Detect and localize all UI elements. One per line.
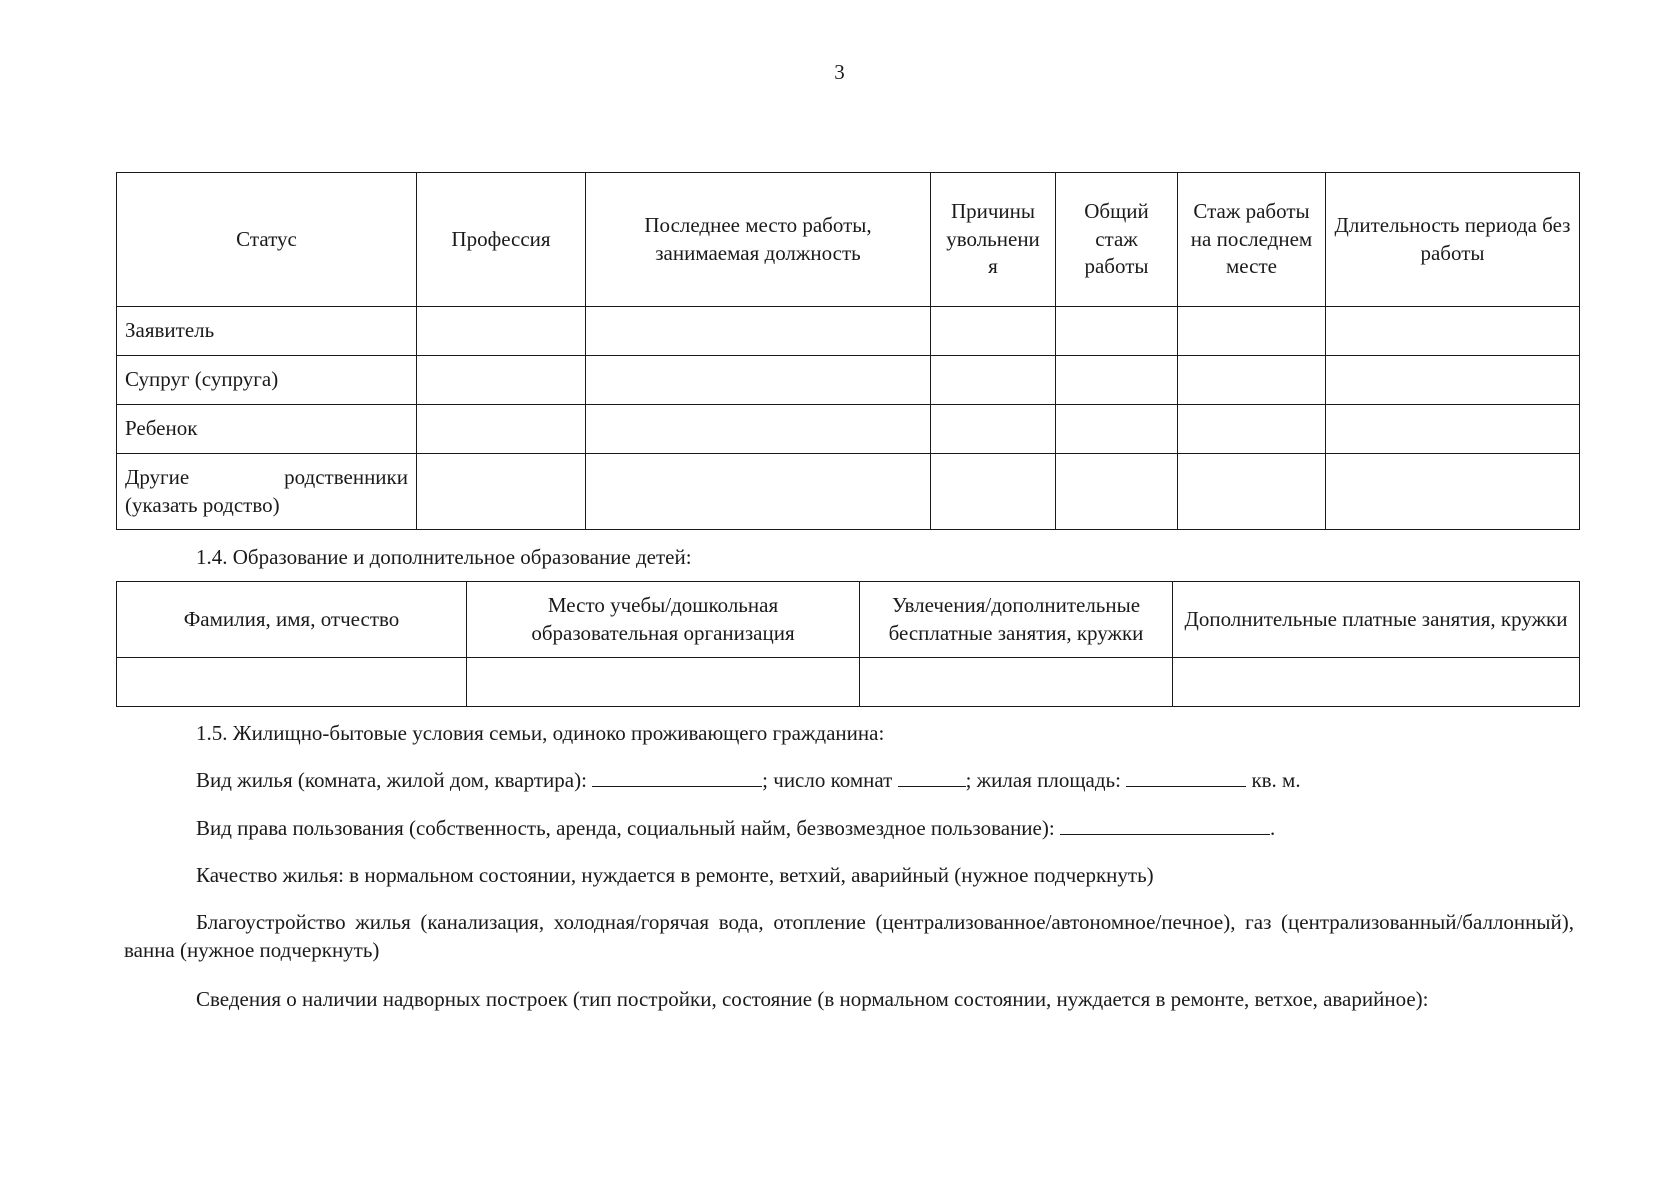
usage-right-line xyxy=(124,815,1574,843)
header-free-activities: Увлечения/дополнительные бесплатные занятия, кружки xyxy=(860,582,1173,658)
table-cell[interactable] xyxy=(931,454,1056,530)
employment-table xyxy=(116,172,1580,530)
table-cell[interactable] xyxy=(417,405,586,454)
table-cell[interactable] xyxy=(417,454,586,530)
table-cell[interactable] xyxy=(467,658,860,707)
header-total-experience: Общий стаж работы xyxy=(1056,173,1178,307)
table-cell[interactable] xyxy=(1326,356,1580,405)
table-cell[interactable] xyxy=(1178,405,1326,454)
header-full-name: Фамилия, имя, отчество xyxy=(117,582,467,658)
table-cell[interactable] xyxy=(931,307,1056,356)
page-number: 3 xyxy=(834,60,845,84)
table-cell[interactable] xyxy=(1173,658,1580,707)
table-row xyxy=(117,405,1580,454)
usage-right-end: . xyxy=(1269,816,1276,840)
table-cell[interactable] xyxy=(417,307,586,356)
housing-type-blank[interactable] xyxy=(592,768,762,787)
header-study-place: Место учебы/дошкольная образовательная организация xyxy=(467,582,860,658)
table-cell[interactable] xyxy=(586,405,931,454)
header-last-place-experience: Стаж работы на последнем месте xyxy=(1178,173,1326,307)
table-cell[interactable] xyxy=(1326,454,1580,530)
table-row xyxy=(117,307,1580,356)
outbuildings-info: Сведения о наличии надворных построек (тип постройки, состояние (в нормальном состоянии, нуждается в ремонте, ветхое, аварийное): xyxy=(196,987,1429,1011)
table-cell[interactable] xyxy=(1178,454,1326,530)
usage-right-blank[interactable] xyxy=(1060,816,1270,835)
area-blank[interactable] xyxy=(1126,768,1246,787)
education-table xyxy=(116,581,1580,707)
row-status-spouse: Супруг (супруга) xyxy=(117,356,417,405)
table-row xyxy=(117,356,1580,405)
header-profession: Профессия xyxy=(417,173,586,307)
header-unemployment-duration: Длительность периода без работы xyxy=(1326,173,1580,307)
table-cell[interactable] xyxy=(931,405,1056,454)
table-cell[interactable] xyxy=(1056,356,1178,405)
table-cell[interactable] xyxy=(117,658,467,707)
other-relatives-word1: Другие xyxy=(125,464,190,489)
table-cell[interactable] xyxy=(1178,356,1326,405)
row-status-child: Ребенок xyxy=(117,405,417,454)
table-cell[interactable] xyxy=(1056,405,1178,454)
area-label: ; жилая площадь: xyxy=(965,768,1121,792)
row-status-other-relatives xyxy=(117,454,417,530)
table-cell[interactable] xyxy=(417,356,586,405)
other-relatives-word2: родственники xyxy=(284,464,408,489)
table-cell[interactable] xyxy=(1056,454,1178,530)
usage-right-label: Вид права пользования (собственность, аренда, социальный найм, безвозмездное пользование): xyxy=(196,816,1055,840)
table-cell[interactable] xyxy=(586,454,931,530)
housing-amenities: Благоустройство жилья (канализация, холодная/горячая вода, отопление (централизованное/автономное/печное), газ (централизованный/баллонный), ванна (нужное подчеркнуть) xyxy=(124,910,1574,962)
header-last-workplace: Последнее место работы, занимаемая должность xyxy=(586,173,931,307)
header-status: Статус xyxy=(117,173,417,307)
table-cell[interactable] xyxy=(586,356,931,405)
table-cell[interactable] xyxy=(1326,307,1580,356)
section-1-5-title: 1.5. Жилищно-бытовые условия семьи, одиноко проживающего гражданина: xyxy=(196,721,885,745)
other-relatives-note: (указать родство) xyxy=(125,492,280,517)
section-1-4-title: 1.4. Образование и дополнительное образование детей: xyxy=(196,545,692,569)
row-status-applicant: Заявитель xyxy=(117,307,417,356)
rooms-blank[interactable] xyxy=(898,768,966,787)
rooms-label: ; число комнат xyxy=(762,768,893,792)
table-cell[interactable] xyxy=(1326,405,1580,454)
header-paid-activities: Дополнительные платные занятия, кружки xyxy=(1173,582,1580,658)
education-table-header xyxy=(117,582,1580,658)
employment-table-header xyxy=(117,173,1580,307)
table-cell[interactable] xyxy=(586,307,931,356)
table-cell[interactable] xyxy=(931,356,1056,405)
housing-type-label: Вид жилья (комната, жилой дом, квартира): xyxy=(196,768,587,792)
table-row xyxy=(117,454,1580,530)
table-cell[interactable] xyxy=(1056,307,1178,356)
header-dismissal-reasons: Причины увольнени я xyxy=(931,173,1056,307)
table-cell[interactable] xyxy=(1178,307,1326,356)
housing-type-line xyxy=(124,767,1574,795)
table-row xyxy=(117,658,1580,707)
housing-quality: Качество жилья: в нормальном состоянии, нуждается в ремонте, ветхий, аварийный (нужное подчеркнуть) xyxy=(196,863,1154,887)
area-unit: кв. м. xyxy=(1251,768,1301,792)
table-cell[interactable] xyxy=(860,658,1173,707)
